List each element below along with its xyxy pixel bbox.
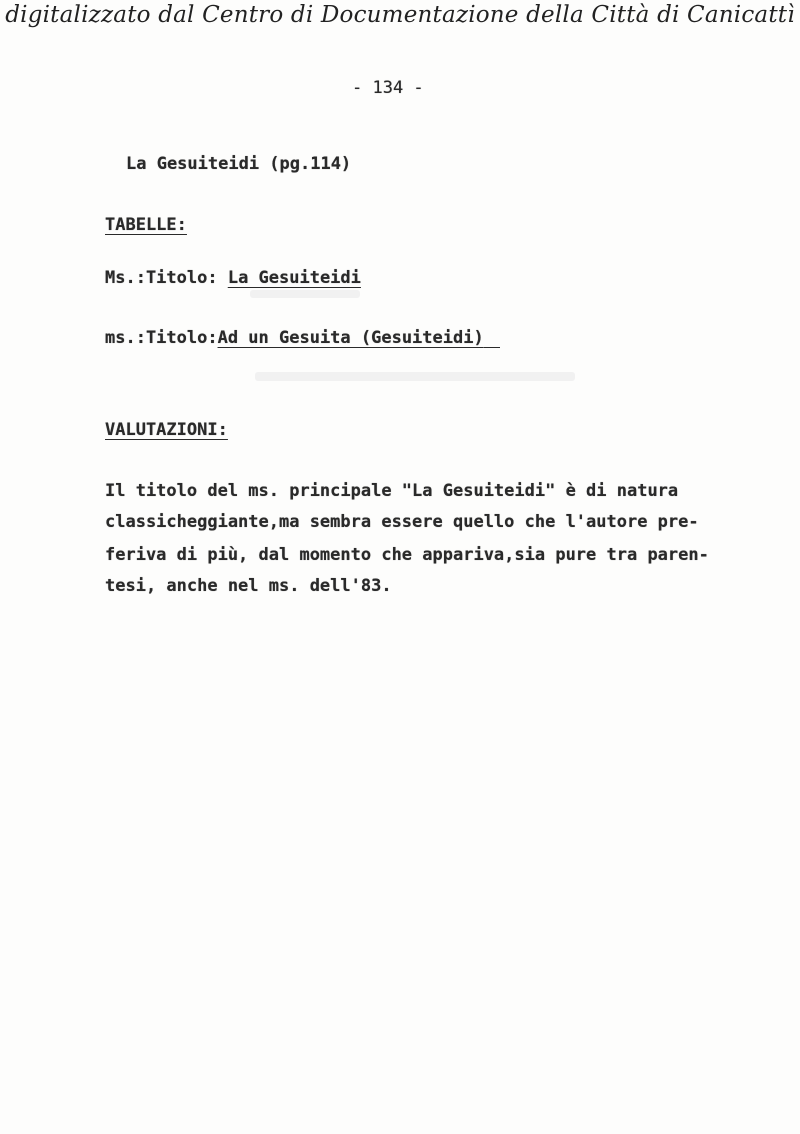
- tabelle-row-prefix: ms.:Titolo:: [105, 328, 218, 348]
- bleed-through-mark: [255, 372, 575, 381]
- document-title: La Gesuiteidi (pg.114): [126, 154, 352, 174]
- tabelle-row: [105, 268, 361, 288]
- watermark-header: digitalizzato dal Centro di Documentazione della Città di Canicattì: [5, 2, 795, 28]
- tabelle-row-value: Ad un Gesuita (Gesuiteidi): [217, 328, 484, 348]
- section-label-tabelle: TABELLE:: [105, 215, 187, 235]
- paragraph-line: tesi, anche nel ms. dell'83.: [105, 576, 392, 596]
- tabelle-row-value: La Gesuiteidi: [227, 268, 361, 288]
- section-label-valutazioni: VALUTAZIONI:: [105, 420, 228, 440]
- underline-tail: [484, 346, 500, 348]
- tabelle-row: [105, 328, 500, 348]
- page-number: - 134 -: [352, 78, 424, 98]
- paragraph-line: Il titolo del ms. principale "La Gesuiteidi" è di natura: [105, 481, 679, 501]
- paragraph-line: feriva di più, dal momento che appariva,sia pure tra paren-: [105, 545, 709, 565]
- tabelle-row-prefix: Ms.:Titolo:: [105, 268, 228, 288]
- bleed-through-mark: [250, 290, 360, 298]
- paragraph-line: classicheggiante,ma sembra essere quello che l'autore pre-: [105, 512, 699, 532]
